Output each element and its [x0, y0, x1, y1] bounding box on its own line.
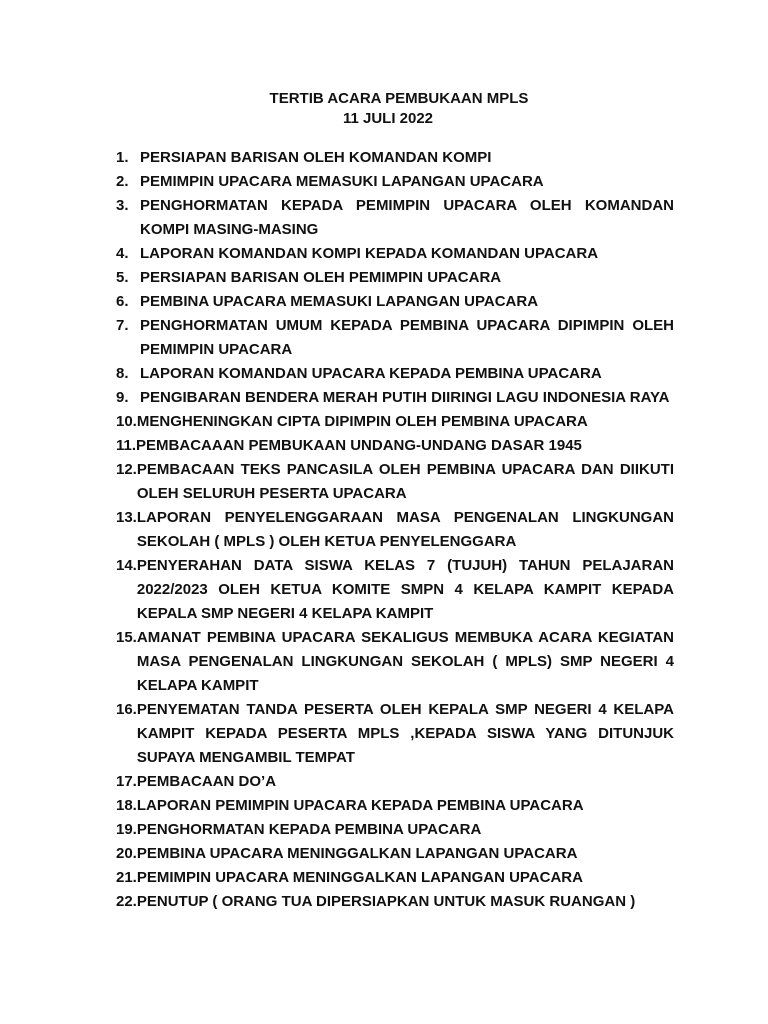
agenda-item-text: LAPORAN PEMIMPIN UPACARA KEPADA PEMBINA UPACARA [136, 797, 584, 814]
agenda-item-text: PERSIAPAN BARISAN OLEH KOMANDAN KOMPI [140, 149, 492, 166]
agenda-item-number: 12. [116, 461, 137, 478]
agenda-item [116, 362, 674, 386]
agenda-item-number: 1. [116, 149, 129, 166]
agenda-item-text: PEMBACAAAN PEMBUKAAN UNDANG-UNDANG DASAR 1945 [136, 437, 582, 454]
agenda-item-text: PENUTUP ( ORANG TUA DIPERSIAPKAN UNTUK MASUK RUANGAN ) [136, 893, 636, 910]
agenda-item-number: 2. [116, 173, 129, 190]
document-header [0, 89, 768, 129]
agenda-item [116, 242, 674, 266]
agenda-item [116, 770, 674, 794]
agenda-item-text: PENGHORMATAN KEPADA PEMBINA UPACARA [136, 821, 482, 838]
document-title: TERTIB ACARA PEMBUKAAN MPLS [269, 90, 529, 107]
agenda-item-number: 19. [116, 821, 137, 838]
agenda-item [116, 698, 674, 770]
agenda-item [116, 410, 674, 434]
agenda-item-number: 16. [116, 701, 137, 718]
agenda-item-text: LAPORAN PENYELENGGARAAN MASA PENGENALAN LINGKUNGAN SEKOLAH ( MPLS ) OLEH KETUA PENYELENGGARA [136, 509, 674, 550]
agenda-item [116, 146, 674, 170]
agenda-item-number: 18. [116, 797, 137, 814]
agenda-item-text: PEMBINA UPACARA MEMASUKI LAPANGAN UPACARA [140, 293, 539, 310]
agenda-item-number: 3. [116, 197, 129, 214]
agenda-item-text: PEMBACAAN TEKS PANCASILA OLEH PEMBINA UPACARA DAN DIIKUTI OLEH SELURUH PESERTA UPACARA [136, 461, 674, 502]
agenda-item-number: 14. [116, 557, 137, 574]
agenda-item-text: PENGIBARAN BENDERA MERAH PUTIH DIIRINGI LAGU INDONESIA RAYA [140, 389, 670, 406]
agenda-item-number: 15. [116, 629, 137, 646]
document-date: 11 JULI 2022 [342, 110, 434, 127]
agenda-item-text: PENYERAHAN DATA SISWA KELAS 7 (TUJUH) TAHUN PELAJARAN 2022/2023 OLEH KETUA KOMITE SMPN 4 KELAPA KAMPIT KEPADA KEPALA SMP NEGERI 4 KELAPA KAMPIT [136, 557, 674, 622]
agenda-item-number: 22. [116, 893, 137, 910]
agenda-item-text: LAPORAN KOMANDAN UPACARA KEPADA PEMBINA UPACARA [140, 365, 602, 382]
agenda-item [116, 386, 674, 410]
agenda-list [116, 146, 674, 914]
agenda-item-number: 9. [116, 389, 129, 406]
agenda-item-number: 11. [116, 437, 137, 454]
agenda-item [116, 458, 674, 506]
agenda-item [116, 266, 674, 290]
agenda-item-text: MENGHENINGKAN CIPTA DIPIMPIN OLEH PEMBINA UPACARA [136, 413, 588, 430]
agenda-item-text: AMANAT PEMBINA UPACARA SEKALIGUS MEMBUKA ACARA KEGIATAN MASA PENGENALAN LINGKUNGAN SEKOLAH ( MPLS) SMP NEGERI 4 KELAPA KAMPIT [136, 629, 674, 694]
agenda-item [116, 554, 674, 626]
agenda-item [116, 794, 674, 818]
agenda-item [116, 890, 674, 914]
agenda-item-text: PERSIAPAN BARISAN OLEH PEMIMPIN UPACARA [140, 269, 502, 286]
agenda-item [116, 626, 674, 698]
agenda-item-text: PENYEMATAN TANDA PESERTA OLEH KEPALA SMP NEGERI 4 KELAPA KAMPIT KEPADA PESERTA MPLS ,KEPADA SISWA YANG DITUNJUK SUPAYA MENGAMBIL TEMPAT [136, 701, 674, 766]
agenda-item-number: 17. [116, 773, 137, 790]
agenda-item-number: 7. [116, 317, 129, 334]
agenda-item-number: 10. [116, 413, 137, 430]
agenda-item-text: PENGHORMATAN UMUM KEPADA PEMBINA UPACARA DIPIMPIN OLEH PEMIMPIN UPACARA [140, 317, 674, 358]
agenda-item [116, 842, 674, 866]
agenda-item [116, 434, 674, 458]
agenda-item-number: 4. [116, 245, 129, 262]
agenda-item-text: PEMIMPIN UPACARA MENINGGALKAN LAPANGAN UPACARA [136, 869, 583, 886]
agenda-item [116, 866, 674, 890]
agenda-item-text: PEMBACAAN DO’A [136, 773, 277, 790]
agenda-item-number: 13. [116, 509, 137, 526]
agenda-item [116, 506, 674, 554]
agenda-item-text: PEMBINA UPACARA MENINGGALKAN LAPANGAN UPACARA [136, 845, 578, 862]
agenda-item-number: 6. [116, 293, 129, 310]
agenda-item-number: 5. [116, 269, 129, 286]
agenda-item-text: PEMIMPIN UPACARA MEMASUKI LAPANGAN UPACARA [140, 173, 544, 190]
agenda-item-number: 8. [116, 365, 129, 382]
agenda-item [116, 818, 674, 842]
agenda-item-text: LAPORAN KOMANDAN KOMPI KEPADA KOMANDAN UPACARA [140, 245, 599, 262]
agenda-item-text: PENGHORMATAN KEPADA PEMIMPIN UPACARA OLEH KOMANDAN KOMPI MASING-MASING [140, 197, 674, 238]
agenda-item [116, 290, 674, 314]
agenda-item [116, 170, 674, 194]
agenda-item-number: 21. [116, 869, 137, 886]
agenda-item [116, 194, 674, 242]
agenda-item [116, 314, 674, 362]
agenda-item-number: 20. [116, 845, 137, 862]
